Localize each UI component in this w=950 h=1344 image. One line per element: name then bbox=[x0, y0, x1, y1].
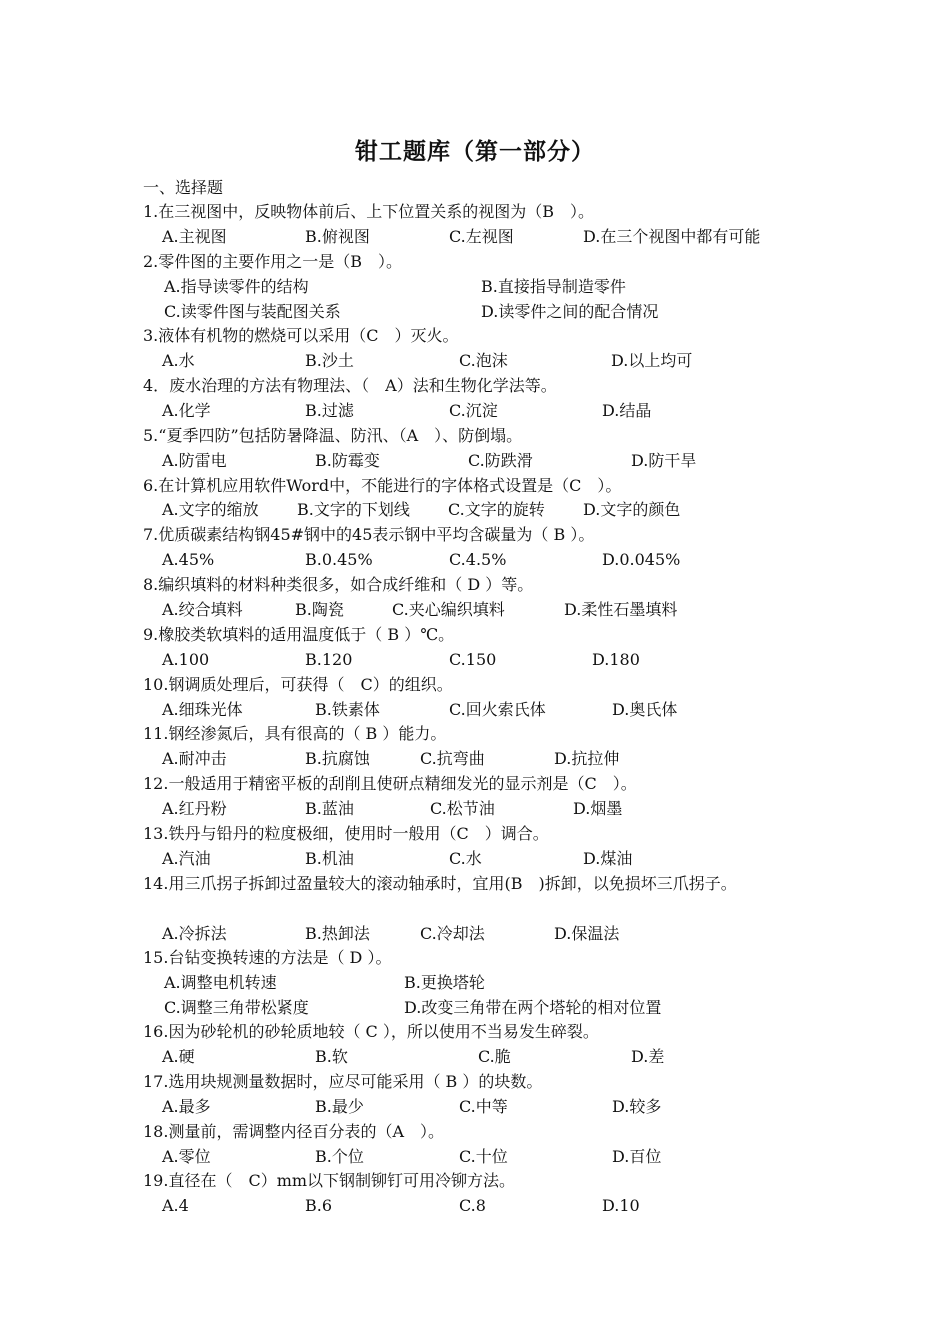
answer-option: A.耐冲击 bbox=[162, 749, 227, 768]
question-text: 15.台钻变换转速的方法是（ D ）。 bbox=[143, 948, 392, 967]
answer-option: C.脆 bbox=[478, 1047, 511, 1066]
answer-option: D.10 bbox=[602, 1196, 640, 1215]
answer-option: D.读零件之间的配合情况 bbox=[481, 302, 659, 321]
answer-option: B.最少 bbox=[315, 1097, 364, 1116]
answer-option: D.以上均可 bbox=[611, 351, 693, 370]
answer-option: D.百位 bbox=[612, 1147, 662, 1166]
section-heading: 一、选择题 bbox=[143, 178, 224, 197]
answer-option: C.沉淀 bbox=[449, 401, 498, 420]
answer-option: B.120 bbox=[305, 650, 353, 669]
answer-option: C.中等 bbox=[459, 1097, 508, 1116]
answer-option: D.结晶 bbox=[602, 401, 652, 420]
answer-option: D.文字的颜色 bbox=[583, 500, 681, 519]
answer-option: D.在三个视图中都有可能 bbox=[583, 227, 761, 246]
answer-option: C.松节油 bbox=[430, 799, 495, 818]
question-text: 9.橡胶类软填料的适用温度低于（ B ）℃。 bbox=[143, 625, 455, 644]
answer-option: A.4 bbox=[162, 1196, 189, 1215]
answer-option: A.汽油 bbox=[162, 849, 211, 868]
answer-option: A.绞合填料 bbox=[162, 600, 243, 619]
question-text: 10.钢调质处理后，可获得（ C）的组织。 bbox=[143, 675, 453, 694]
question-text: 8.编织填料的材料种类很多，如合成纤维和（ D ）等。 bbox=[143, 575, 534, 594]
answer-option: A.细珠光体 bbox=[162, 700, 243, 719]
answer-option: B.文字的下划线 bbox=[297, 500, 410, 519]
answer-option: C.8 bbox=[459, 1196, 486, 1215]
page-title: 钳工题库（第一部分） bbox=[355, 139, 595, 165]
answer-option: C.防跌滑 bbox=[468, 451, 533, 470]
answer-option: A.文字的缩放 bbox=[162, 500, 259, 519]
question-text: 18.测量前，需调整内径百分表的（A ）。 bbox=[143, 1122, 445, 1141]
answer-option: D.改变三角带在两个塔轮的相对位置 bbox=[404, 998, 662, 1017]
question-text: 17.选用块规测量数据时，应尽可能采用（ B ）的块数。 bbox=[143, 1072, 543, 1091]
answer-option: A.冷拆法 bbox=[162, 924, 227, 943]
answer-option: C.抗弯曲 bbox=[420, 749, 485, 768]
answer-option: B.0.45% bbox=[305, 550, 373, 569]
answer-option: B.蓝油 bbox=[305, 799, 354, 818]
answer-option: C.文字的旋转 bbox=[448, 500, 545, 519]
question-text: 1.在三视图中，反映物体前后、上下位置关系的视图为（B ）。 bbox=[143, 202, 595, 221]
answer-option: C.左视图 bbox=[449, 227, 514, 246]
question-text: 11.钢经渗氮后，具有很高的（ B ）能力。 bbox=[143, 724, 447, 743]
answer-option: C.调整三角带松紧度 bbox=[164, 998, 309, 1017]
answer-option: A.硬 bbox=[162, 1047, 195, 1066]
answer-option: B.热卸法 bbox=[305, 924, 370, 943]
answer-option: B.个位 bbox=[315, 1147, 364, 1166]
answer-option: A.红丹粉 bbox=[162, 799, 227, 818]
answer-option: D.奥氏体 bbox=[612, 700, 678, 719]
answer-option: C.读零件图与装配图关系 bbox=[164, 302, 341, 321]
answer-option: A.45% bbox=[162, 550, 215, 569]
answer-option: A.零位 bbox=[162, 1147, 211, 1166]
answer-option: D.烟墨 bbox=[573, 799, 623, 818]
question-text: 7.优质碳素结构钢45#钢中的45表示钢中平均含碳量为（ B ）。 bbox=[143, 525, 595, 544]
answer-option: C.泡沫 bbox=[459, 351, 508, 370]
answer-option: B.陶瓷 bbox=[295, 600, 344, 619]
answer-option: D.差 bbox=[631, 1047, 665, 1066]
answer-option: A.主视图 bbox=[162, 227, 227, 246]
answer-option: B.软 bbox=[315, 1047, 348, 1066]
answer-option: C.冷却法 bbox=[420, 924, 485, 943]
question-text: 13.铁丹与铅丹的粒度极细，使用时一般用（C ）调合。 bbox=[143, 824, 549, 843]
question-text: 16.因为砂轮机的砂轮质地较（ C ），所以使用不当易发生碎裂。 bbox=[143, 1022, 599, 1041]
answer-option: C.4.5% bbox=[449, 550, 507, 569]
question-text: 19.直径在（ C）mm以下钢制铆钉可用冷铆方法。 bbox=[143, 1171, 516, 1190]
answer-option: D.防干旱 bbox=[631, 451, 697, 470]
question-text: 2.零件图的主要作用之一是（B ）。 bbox=[143, 252, 403, 271]
question-text: 14.用三爪拐子拆卸过盈量较大的滚动轴承时，宜用(B )拆卸，以免损坏三爪拐子。 bbox=[143, 874, 737, 893]
answer-option: C.十位 bbox=[459, 1147, 508, 1166]
answer-option: C.回火索氏体 bbox=[449, 700, 546, 719]
answer-option: D.保温法 bbox=[554, 924, 620, 943]
answer-option: A.化学 bbox=[162, 401, 211, 420]
answer-option: D.柔性石墨填料 bbox=[564, 600, 678, 619]
answer-option: B.沙土 bbox=[305, 351, 354, 370]
answer-option: A.100 bbox=[162, 650, 210, 669]
answer-option: A.水 bbox=[162, 351, 195, 370]
question-text: 12.一般适用于精密平板的刮削且使研点精细发光的显示剂是（C ）。 bbox=[143, 774, 637, 793]
answer-option: D.较多 bbox=[612, 1097, 662, 1116]
answer-option: C.夹心编织填料 bbox=[392, 600, 505, 619]
question-text: 5.“夏季四防”包括防暑降温、防汛、（A ）、防倒塌。 bbox=[143, 426, 523, 445]
answer-option: B.机油 bbox=[305, 849, 354, 868]
answer-option: A.防雷电 bbox=[162, 451, 227, 470]
answer-option: B.铁素体 bbox=[315, 700, 380, 719]
answer-option: C.水 bbox=[449, 849, 482, 868]
answer-option: B.抗腐蚀 bbox=[305, 749, 370, 768]
answer-option: D.煤油 bbox=[583, 849, 633, 868]
answer-option: B.防霉变 bbox=[315, 451, 380, 470]
question-text: 6.在计算机应用软件Word中，不能进行的字体格式设置是（C ）。 bbox=[143, 476, 622, 495]
answer-option: B.俯视图 bbox=[305, 227, 370, 246]
question-text: 3.液体有机物的燃烧可以采用（C ）灭火。 bbox=[143, 326, 459, 345]
answer-option: A.指导读零件的结构 bbox=[164, 277, 309, 296]
answer-option: D.抗拉伸 bbox=[554, 749, 620, 768]
answer-option: B.更换塔轮 bbox=[404, 973, 485, 992]
answer-option: B.6 bbox=[305, 1196, 333, 1215]
answer-option: B.过滤 bbox=[305, 401, 354, 420]
answer-option: D.180 bbox=[592, 650, 640, 669]
answer-option: D.0.045% bbox=[602, 550, 681, 569]
answer-option: A.调整电机转速 bbox=[164, 973, 277, 992]
answer-option: C.150 bbox=[449, 650, 497, 669]
answer-option: B.直接指导制造零件 bbox=[481, 277, 626, 296]
question-text: 4．废水治理的方法有物理法、（ A）法和生物化学法等。 bbox=[143, 376, 557, 395]
answer-option: A.最多 bbox=[162, 1097, 211, 1116]
